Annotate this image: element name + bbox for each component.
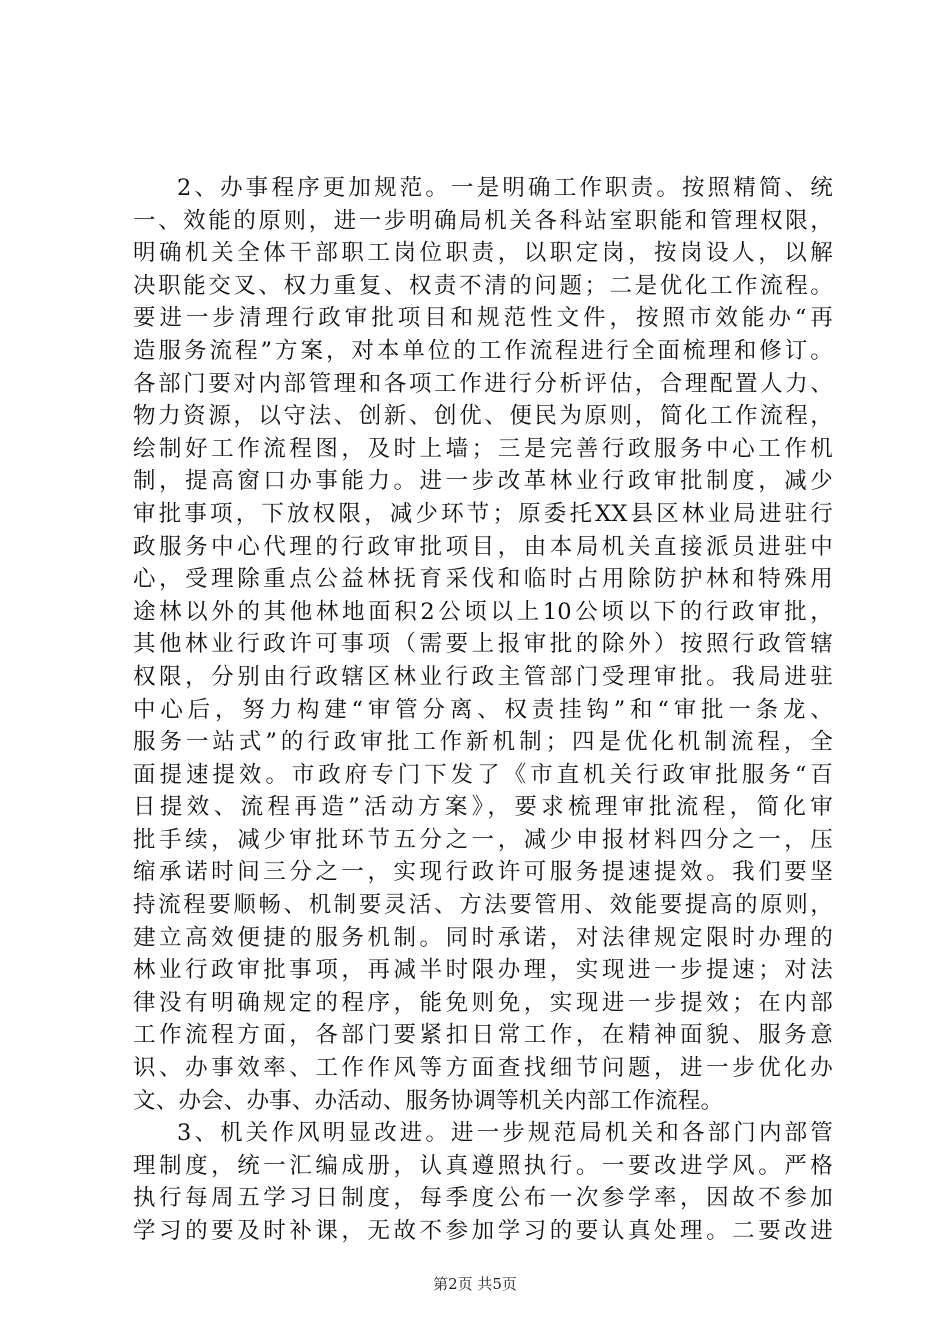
text-line: 3、机关作风明显改进。进一步规范局机关和各部门内部管 [177, 1120, 833, 1147]
text-line: 2、办事程序更加规范。一是明确工作职责。按照精简、统 [177, 175, 833, 201]
text-line: 绘制好工作流程图，及时上墙；三是完善行政服务中心工作机 [133, 435, 833, 462]
text-line: 持流程要顺畅、机制要灵活、方法要管用、效能要提高的原则， [133, 892, 833, 919]
text-line: 缩承诺时间三分之一，实现行政许可服务提速提效。我们要坚 [133, 859, 833, 886]
text-line: 制，提高窗口办事能力。进一步改革林业行政审批制度，减少 [133, 468, 833, 495]
text-line: 要进一步清理行政审批项目和规范性文件，按照市效能办“再 [133, 305, 833, 332]
text-line: 造服务流程”方案，对本单位的工作流程进行全面梳理和修订。 [133, 337, 833, 364]
text-line: 建立高效便捷的服务机制。同时承诺，对法律规定限时办理的 [133, 924, 833, 951]
text-line: 执行每周五学习日制度，每季度公布一次参学率，因故不参加 [133, 1185, 833, 1212]
document-body [133, 172, 833, 1248]
text-line: 权限，分别由行政辖区林业行政主管部门受理审批。我局进驻 [133, 663, 833, 690]
text-line: 明确机关全体干部职工岗位职责，以职定岗，按岗设人，以解 [133, 240, 833, 267]
page-footer: 第2页 共5页 [433, 1275, 517, 1293]
text-line: 理制度，统一汇编成册，认真遵照执行。一要改进学风。严格 [133, 1152, 833, 1179]
text-line: 各部门要对内部管理和各项工作进行分析评估，合理配置人力、 [133, 370, 833, 397]
text-line: 工作流程方面，各部门要紧扣日常工作，在精神面貌、服务意 [133, 1022, 833, 1049]
text-line: 律没有明确规定的程序，能免则免，实现进一步提效；在内部 [133, 989, 833, 1016]
text-line: 一、效能的原则，进一步明确局机关各科站室职能和管理权限， [133, 207, 833, 234]
text-line: 文、办会、办事、办活动、服务协调等机关内部工作流程。 [133, 1087, 724, 1114]
text-line: 林业行政审批事项，再减半时限办理，实现进一步提速；对法 [133, 957, 833, 984]
text-line: 批手续，减少审批环节五分之一，减少申报材料四分之一，压 [133, 826, 833, 853]
text-line: 心，受理除重点公益林抚育采伐和临时占用除防护林和特殊用 [133, 566, 833, 593]
text-line: 政服务中心代理的行政审批项目，由本局机关直接派员进驻中 [133, 533, 833, 560]
text-line: 物力资源，以守法、创新、创优、便民为原则，简化工作流程， [133, 403, 833, 430]
text-line: 途林以外的其他林地面积2公顷以上10公顷以下的行政审批， [133, 598, 833, 625]
text-line: 识、办事效率、工作作风等方面查找细节问题，进一步优化办 [133, 1055, 833, 1082]
text-line: 日提效、流程再造”活动方案》，要求梳理审批流程，简化审 [133, 794, 833, 821]
text-line: 审批事项，下放权限，减少环节；原委托XX县区林业局进驻行 [133, 500, 833, 527]
text-line: 其他林业行政许可事项（需要上报审批的除外）按照行政管辖 [133, 631, 833, 658]
text-line: 决职能交叉、权力重复、权责不清的问题；二是优化工作流程。 [133, 272, 833, 299]
text-line: 服务一站式”的行政审批工作新机制；四是优化机制流程，全 [133, 729, 833, 756]
text-line: 中心后，努力构建“审管分离、权责挂钩”和“审批一条龙、 [133, 696, 833, 723]
text-line: 学习的要及时补课，无故不参加学习的要认真处理。二要改进 [133, 1218, 833, 1244]
text-line: 面提速提效。市政府专门下发了《市直机关行政审批服务“百 [133, 761, 833, 788]
